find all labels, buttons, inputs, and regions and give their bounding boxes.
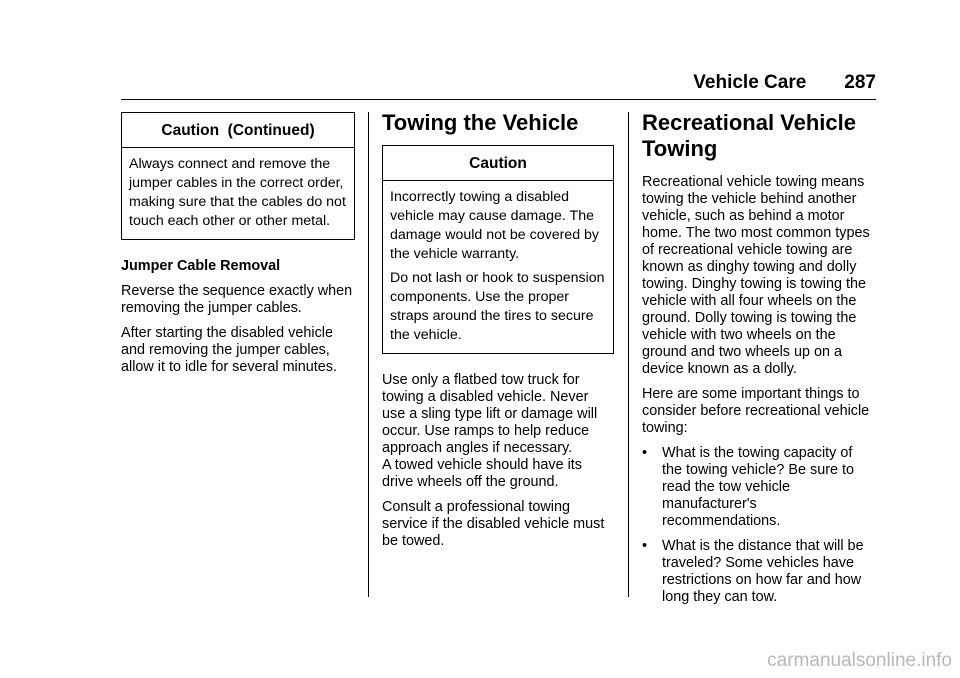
header-rule (121, 99, 876, 100)
towing-caution-box (382, 145, 614, 354)
towing-caution-title: Caution (383, 146, 613, 181)
rv-towing-section-title: Recreational Vehicle Towing (642, 110, 856, 161)
towing-caution-paragraph-2: Do not lash or hook to suspension components. Use the proper straps around the tires to secure the vehicle. (390, 270, 605, 343)
column-divider-1 (368, 112, 369, 597)
towing-caution-body (383, 181, 613, 353)
caution-continued-text: Always connect and remove the jumper cables in the correct order, making sure that the cables do not touch each other or other metal. (129, 156, 346, 229)
flatbed-paragraph: Use only a flatbed tow truck for towing a disabled vehicle. Never use a sling type lift or damage will occur. Use ramps to help reduce approach angles if necessary. (382, 372, 598, 456)
list-item-text: What is the towing capacity of the towing vehicle? Be sure to read the tow vehicle manufacturer's recommendations. (662, 445, 854, 529)
towing-caution-paragraph-1: Incorrectly towing a disabled vehicle may cause damage. The damage would not be covered by the vehicle warranty. (390, 189, 600, 262)
list-item (642, 445, 876, 530)
column-divider-2 (628, 112, 629, 597)
caution-continued-title: Caution (Continued) (122, 113, 354, 148)
caution-continued-box (121, 112, 355, 240)
caution-continued-body (122, 148, 354, 239)
section-title-header: Vehicle Care (693, 72, 807, 93)
drive-wheels-paragraph: A towed vehicle should have its drive wheels off the ground. (382, 457, 582, 490)
jumper-removal-paragraph-1: Reverse the sequence exactly when removing the jumper cables. (121, 283, 353, 316)
watermark: carmanualsonline.info (767, 650, 952, 671)
professional-service-paragraph: Consult a professional towing service if the disabled vehicle must be towed. (382, 499, 605, 549)
list-item (642, 538, 876, 606)
jumper-cable-removal-heading: Jumper Cable Removal (121, 258, 281, 274)
bullet-icon: • (642, 538, 648, 554)
column-1 (121, 112, 355, 384)
column-2 (382, 112, 614, 558)
column-3 (642, 112, 876, 614)
page-header (0, 72, 876, 94)
towing-section-title: Towing the Vehicle (382, 110, 579, 135)
rv-towing-paragraph-1: Recreational vehicle towing means towing the vehicle behind another vehicle, such as behind a motor home. The two most common types of recreational vehicle towing are known as dinghy towing and dolly towing. Dinghy towing is towing the vehicle with all four wheels on the ground. Dolly towing is towing the vehicle with two wheels on the ground and two wheels up on a device known as a dolly. (642, 174, 870, 377)
rv-considerations-list (642, 445, 876, 606)
rv-towing-paragraph-2: Here are some important things to consider before recreational vehicle towing: (642, 386, 870, 436)
bullet-icon: • (642, 445, 648, 461)
list-item-text: What is the distance that will be traveled? Some vehicles have restrictions on how far and how long they can tow. (662, 538, 864, 605)
jumper-removal-paragraph-2: After starting the disabled vehicle and removing the jumper cables, allow it to idle for several minutes. (121, 325, 337, 375)
page-number: 287 (844, 72, 876, 93)
